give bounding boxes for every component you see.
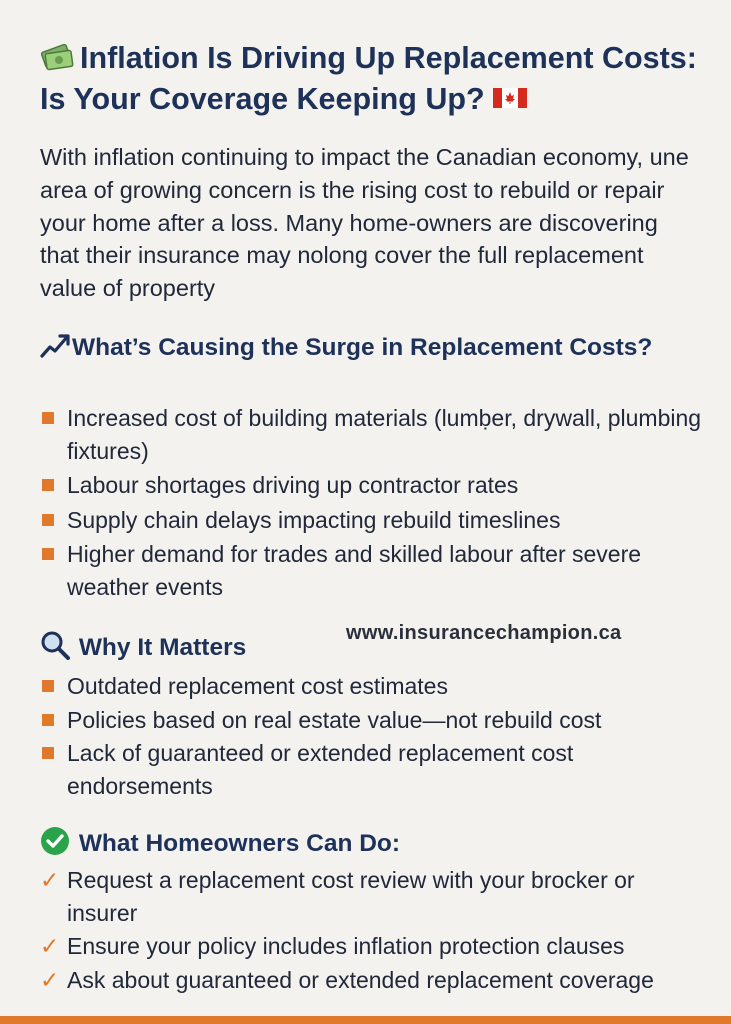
list-item-text: Higher demand for trades and skilled labour after severe weather events xyxy=(67,541,642,600)
matters-heading xyxy=(40,630,246,664)
canada-flag-icon xyxy=(493,88,527,108)
check-mark-icon: ✓ xyxy=(40,966,60,993)
matters-heading-text: Why It Matters xyxy=(78,634,247,661)
list-item xyxy=(40,864,710,929)
actions-list xyxy=(40,864,710,996)
list-item xyxy=(40,737,710,802)
list-item-text: Lack of guaranteed or extended replacement cost endorsements xyxy=(67,740,574,799)
causes-list xyxy=(40,402,710,603)
check-mark-icon: ✓ xyxy=(40,933,60,959)
bullet-square xyxy=(42,548,54,560)
money-icon xyxy=(40,42,74,72)
causes-heading xyxy=(40,332,680,364)
actions-heading xyxy=(40,826,400,860)
bottom-accent-bar xyxy=(0,1016,731,1024)
list-item-text: Request a replacement cost review with your brocker or insurer xyxy=(67,867,635,926)
list-item-text: Labour shortages driving up contractor rates xyxy=(67,472,519,498)
list-item xyxy=(40,402,710,467)
intro-paragraph: With inflation continuing to impact the Canadian economy, une area of growing concern is the rising cost to rebuild or repair your home after a loss. Many home-owners are discovering that their insurance may nolong cover the full replacement value of property xyxy=(40,144,689,302)
bullet-square xyxy=(42,514,54,526)
list-item-text: Ensure your policy includes inflation protection clauses xyxy=(67,933,625,959)
list-item xyxy=(40,964,710,997)
website-url: www.insurancechampion.ca xyxy=(346,622,622,644)
list-item xyxy=(40,538,710,603)
list-item-text: Increased cost of building materials (lumḅer, drywall, plumbing fixtures) xyxy=(67,405,702,464)
actions-heading-text: What Homeowners Can Do: xyxy=(78,830,401,857)
matters-list xyxy=(40,670,710,802)
list-item xyxy=(40,504,710,537)
bullet-square xyxy=(42,714,54,726)
bullet-square xyxy=(42,680,54,692)
list-item-text: Supply chain delays impacting rebuild timeslines xyxy=(67,506,561,533)
list-item-text: Policies based on real estate value—not rebuild cost xyxy=(67,706,602,733)
list-item xyxy=(40,670,710,703)
bullet-square xyxy=(42,412,54,424)
list-item xyxy=(40,930,710,963)
trend-up-icon xyxy=(40,332,72,360)
list-item xyxy=(40,469,710,502)
causes-heading-text: What’s Causing the Surge in Replacement Costs? xyxy=(72,334,653,361)
magnifier-icon xyxy=(40,630,72,660)
bullet-square xyxy=(42,479,54,491)
list-item xyxy=(40,704,710,737)
bullet-square xyxy=(42,747,54,759)
check-mark-icon: ✓ xyxy=(40,867,60,893)
list-item-text: Outdated replacement cost estimates xyxy=(67,673,448,699)
check-circle-icon xyxy=(40,826,72,856)
list-item-text: Ask about guaranteed or extended replacement coverage xyxy=(67,966,654,993)
page-title xyxy=(40,38,710,120)
page-title-text: Inflation Is Driving Up Replacement Costs: Is Your Coverage Keeping Up? xyxy=(40,41,697,116)
